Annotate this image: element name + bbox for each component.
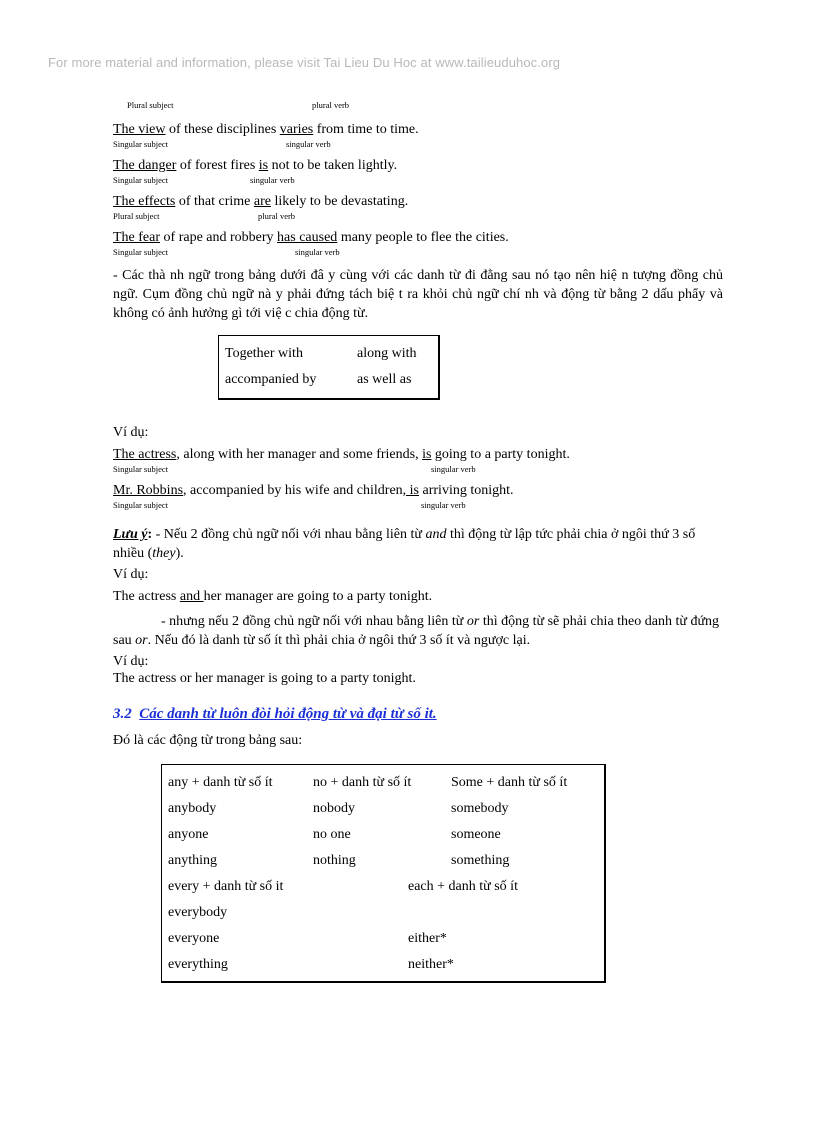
example-heading: Ví dụ:: [113, 654, 149, 669]
note-text: thì động từ lập tức phải chia ở ngôi thứ 3 số nhiều (: [113, 527, 696, 561]
phrase-cell: accompanied by: [225, 372, 317, 387]
para-text: . Nếu đó là danh từ số ít thì phải chia ở ngôi thứ 3 số ít và ngược lại.: [147, 633, 531, 648]
note-and: and: [425, 527, 447, 542]
subject-label: Singular subject: [113, 500, 169, 510]
sentence-and: and: [179, 589, 204, 604]
para-or: or: [135, 633, 148, 648]
example-sentence: [113, 230, 509, 246]
label-plural-subject: Plural subject: [127, 100, 174, 110]
table-cell: anyone: [168, 827, 209, 842]
table-cell: somebody: [451, 801, 509, 816]
table-cell: nothing: [313, 853, 356, 868]
note-paragraph: [113, 525, 723, 563]
note-text: - Nếu 2 đồng chủ ngữ nối với nhau bằng liên từ: [152, 527, 426, 542]
phrase-cell: as well as: [357, 372, 412, 387]
example-heading: Ví dụ:: [113, 425, 149, 440]
note-colon: :: [147, 527, 153, 542]
sentence-middle: of that crime: [175, 194, 254, 209]
sentence-subject: The actress: [113, 447, 177, 462]
section-title: Các danh từ luôn đòi hỏi động từ và đại từ số it.: [139, 706, 437, 722]
paragraph-or-rule: [113, 612, 723, 650]
table-cell: no + danh từ số ít: [313, 775, 412, 790]
subject-label: Plural subject: [113, 211, 160, 221]
table-cell: either*: [408, 931, 447, 946]
example-sentence: [113, 122, 419, 138]
paragraph-co-subject: - Các thà nh ngữ trong bảng dưới đâ y cùng với các danh từ đi đằng sau nó tạo nên hiệ n tượng đồng chủ ngữ. Cụm đồng chủ ngữ nà y phải đứng tách biệ t ra khỏi chủ ngữ chí nh và động từ bằng 2 dấu phẩy và không có ảnh hưởng gì tới việ c chia động từ.: [113, 268, 723, 321]
phrase-table: [218, 335, 440, 400]
watermark: For more material and information, please visit Tai Lieu Du Hoc at www.tailieuduhoc.org: [48, 55, 561, 70]
example-sentence: [113, 447, 570, 463]
sentence-rest: likely to be devastating.: [270, 194, 409, 209]
sentence-part: The actress: [113, 589, 180, 604]
example-sentence: [113, 483, 514, 499]
verb-label: singular verb: [421, 500, 466, 510]
verb-label: singular verb: [431, 464, 476, 474]
sentence-verb: has caused: [277, 230, 338, 245]
sentence-verb: are: [253, 194, 271, 209]
subject-label: Singular subject: [113, 464, 169, 474]
sentence-rest: from time to time.: [313, 122, 419, 137]
table-cell: someone: [451, 827, 501, 842]
example-heading: Ví dụ:: [113, 567, 149, 582]
sentence-rest: many people to flee the cities.: [337, 230, 509, 245]
table-cell: nobody: [313, 801, 355, 816]
note-text: ).: [175, 546, 184, 561]
verb-label: singular verb: [250, 175, 295, 185]
section-number: 3.2: [113, 706, 132, 722]
verb-label: plural verb: [258, 211, 296, 221]
example-sentence: The actress or her manager is going to a party tonight.: [113, 671, 416, 686]
para-text: - nhưng nếu 2 đồng chủ ngữ nối với nhau bằng liên từ: [161, 614, 467, 629]
table-cell: everybody: [168, 905, 228, 920]
table-cell: neither*: [408, 957, 454, 972]
phrase-cell: Together with: [225, 346, 303, 361]
table-cell: each + danh từ số ít: [408, 879, 518, 894]
sentence-verb: , is: [402, 483, 420, 498]
sentence-rest: going to a party tonight.: [431, 447, 570, 462]
table-cell: everything: [168, 957, 228, 972]
table-cell: everyone: [168, 931, 220, 946]
sentence-middle: of rape and robbery: [160, 230, 278, 245]
sentence-middle: of forest fires: [176, 158, 259, 173]
sentence-middle: , along with her manager and some friends,: [176, 447, 423, 462]
example-sentence: [113, 194, 408, 210]
table-cell: anybody: [168, 801, 217, 816]
verb-label: singular verb: [286, 139, 331, 149]
example-sentence: [113, 589, 432, 605]
note-label: Lưu ý: [113, 527, 148, 542]
sentence-subject: The effects: [113, 194, 176, 209]
sentence-middle: of these disciplines: [165, 122, 280, 137]
sentence-part: her manager are going to a party tonight.: [203, 589, 433, 604]
verb-label: singular verb: [295, 247, 340, 257]
subject-label: Singular subject: [113, 175, 169, 185]
pronoun-table: [161, 764, 606, 983]
table-cell: no one: [313, 827, 351, 842]
phrase-cell: along with: [357, 346, 417, 361]
sentence-subject: The view: [113, 122, 166, 137]
para-or: or: [466, 614, 480, 629]
table-cell: Some + danh từ số ít: [451, 775, 568, 790]
subject-label: Singular subject: [113, 247, 169, 257]
sentence-verb: varies: [279, 122, 314, 137]
sentence-subject: The fear: [113, 230, 161, 245]
label-plural-verb: plural verb: [312, 100, 350, 110]
example-sentence: [113, 158, 397, 174]
sentence-verb: is: [258, 158, 269, 173]
table-cell: something: [451, 853, 510, 868]
note-they: they: [152, 546, 176, 561]
sentence-subject: The danger: [113, 158, 177, 173]
sentence-subject: Mr. Robbins: [113, 483, 184, 498]
table-cell: anything: [168, 853, 217, 868]
sentence-rest: arriving tonight.: [419, 483, 514, 498]
section-heading: [113, 706, 437, 723]
sentence-rest: not to be taken lightly.: [268, 158, 398, 173]
sentence-verb: is: [422, 447, 432, 462]
para-text: thì động từ sẽ phải chia theo danh từ đứng sau: [113, 614, 720, 648]
table-cell: any + danh từ số ít: [168, 775, 273, 790]
sentence-middle: , accompanied by his wife and children: [183, 483, 403, 498]
table-cell: every + danh từ số it: [168, 879, 284, 894]
subject-label: Singular subject: [113, 139, 169, 149]
intro-text: Đó là các động từ trong bảng sau:: [113, 733, 303, 748]
